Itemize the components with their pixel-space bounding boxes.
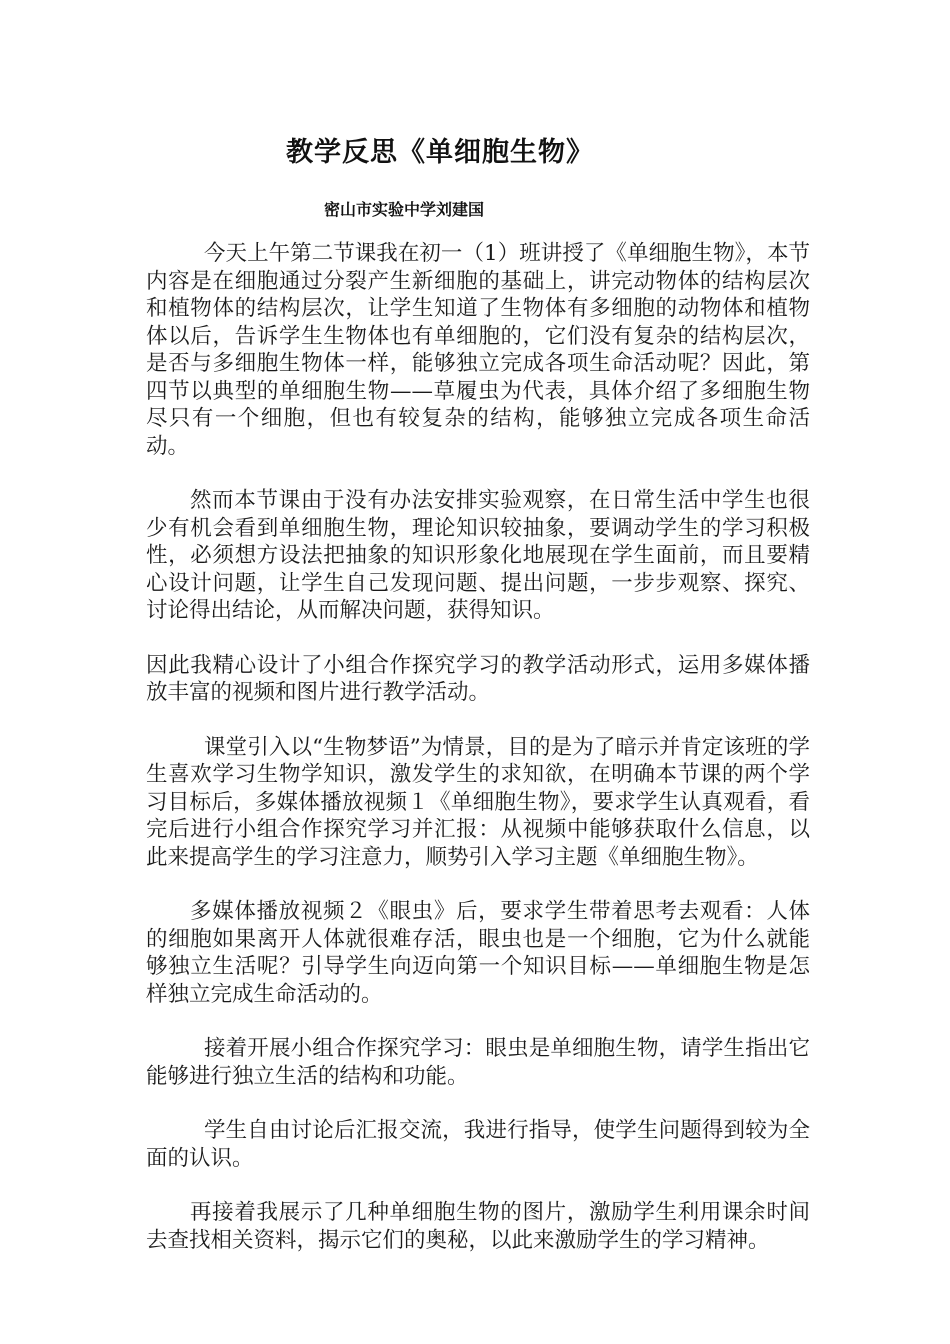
paragraph-2: 然而本节课由于没有办法安排实验观察，在日常生活中学生也很少有机会看到单细胞生物，理论知识较抽象，要调动学生的学习积极性，必须想方设法把抽象的知识形象化地展现在学生面前，而且要精心设计问题，让学生自己发现问题、提出问题，一步步观察、探究、讨论得出结论，从而解决问题，获得知识。: [146, 488, 810, 623]
paragraph-3: 因此我精心设计了小组合作探究学习的教学活动形式，运用多媒体播放丰富的视频和图片进行教学活动。: [146, 652, 810, 705]
document-title: 教学反思《单细胞生物》: [286, 137, 594, 168]
document-author: 密山市实验中学刘建国: [324, 200, 485, 219]
paragraph-5: 多媒体播放视频２《眼虫》后，要求学生带着思考去观看：人体的细胞如果离开人体就很难存活，眼虫也是一个细胞，它为什么就能够独立生活呢？引导学生向迈向第一个知识目标——单细胞生物是怎样独立完成生命活动的。: [146, 899, 810, 1007]
paragraph-1: 今天上午第二节课我在初一（1）班讲授了《单细胞生物》，本节内容是在细胞通过分裂产生新细胞的基础上，讲完动物体的结构层次和植物体的结构层次，让学生知道了生物体有多细胞的动物体和植物体以后，告诉学生生物体也有单细胞的，它们没有复杂的结构层次，是否与多细胞生物体一样，能够独立完成各项生命活动呢？因此，第四节以典型的单细胞生物——草履虫为代表，具体介绍了多细胞生物尽只有一个细胞，但也有较复杂的结构，能够独立完成各项生命活动。: [146, 241, 810, 459]
paragraph-8: 再接着我展示了几种单细胞生物的图片，激励学生利用课余时间去查找相关资料，揭示它们的奥秘，以此来激励学生的学习精神。: [146, 1200, 810, 1253]
paragraph-6: 接着开展小组合作探究学习：眼虫是单细胞生物，请学生指出它能够进行独立生活的结构和功能。: [146, 1036, 810, 1089]
document-body: [146, 240, 810, 1281]
paragraph-4: 课堂引入以“生物梦语”为情景，目的是为了暗示并肯定该班的学生喜欢学习生物学知识，激发学生的求知欲，在明确本节课的两个学习目标后，多媒体播放视频１《单细胞生物》，要求学生认真观看，看完后进行小组合作探究学习并汇报：从视频中能够获取什么信息，以此来提高学生的学习注意力，顺势引入学习主题《单细胞生物》。: [146, 734, 810, 870]
paragraph-7: 学生自由讨论后汇报交流，我进行指导，使学生问题得到较为全面的认识。: [146, 1118, 810, 1171]
